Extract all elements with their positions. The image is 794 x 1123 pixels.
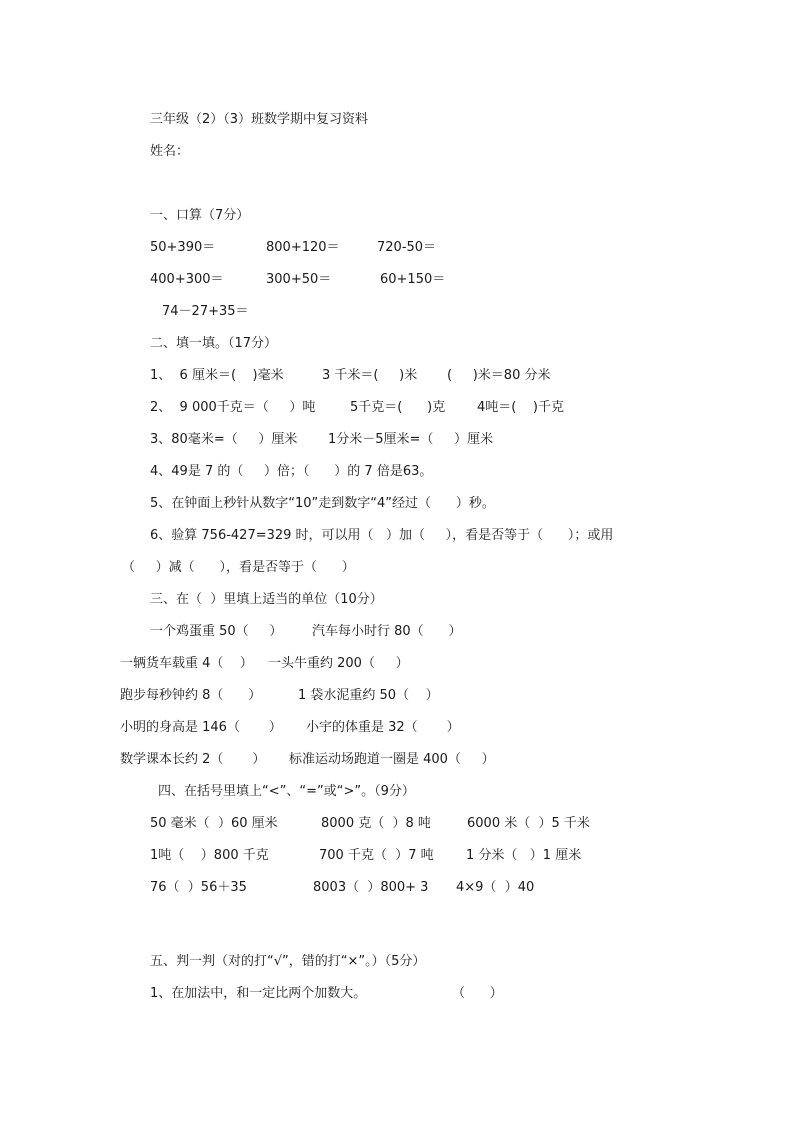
section-3-heading: 三、在（ ）里填上适当的单位（10分）	[150, 592, 383, 607]
fill-item: 3、80毫米=（ ）厘米	[150, 432, 298, 447]
compare-item: 76（ ）56＋35	[150, 880, 247, 895]
fill-item: 1、 6 厘米＝( )毫米	[150, 368, 284, 383]
fill-item: （ ）减（ ），看是否等于（ ）	[122, 560, 355, 575]
fill-item: 4吨＝( )千克	[477, 400, 564, 415]
unit-item: 跑步每秒钟约 8（ ）	[120, 688, 262, 703]
oral-calc-item: 720-50＝	[377, 240, 437, 255]
fill-item: 4、49是 7 的（ ）倍；（ ）的 7 倍是63。	[150, 464, 433, 479]
fill-item: 6、验算 756-427=329 时，可以用（ ）加（ ），看是否等于（ ）；或用	[150, 528, 614, 543]
unit-item: 一辆货车载重 4（ ）	[120, 656, 253, 671]
unit-item: 数学课本长约 2（ ）	[120, 752, 266, 767]
unit-item: 标准运动场跑道一圈是 400（ ）	[289, 752, 495, 767]
fill-item: 1分米－5厘米=（ ）厘米	[328, 432, 494, 447]
fill-item: 5千克＝( )克	[350, 400, 446, 415]
compare-item: 1 分米（ ）1 厘米	[466, 848, 582, 863]
fill-item: ( )米＝80 分米	[447, 368, 551, 383]
oral-calc-item: 400+300＝	[150, 272, 224, 287]
page-title: 三年级（2）（3）班数学期中复习资料	[150, 112, 369, 127]
compare-item: 50 毫米（ ）60 厘米	[150, 816, 278, 831]
compare-item: 6000 米（ ）5 千米	[467, 816, 590, 831]
oral-calc-item: 50+390＝	[150, 240, 216, 255]
oral-calc-item: 300+50＝	[266, 272, 332, 287]
unit-item: 小明的身高是 146（ ）	[120, 720, 282, 735]
answer-blank: （ ）	[452, 986, 503, 1001]
section-4-heading: 四、在括号里填上“<”、“=”或“>”。（9分）	[158, 784, 415, 799]
unit-item: 1 袋水泥重约 50（ ）	[298, 688, 439, 703]
fill-item: 3 千米＝( )米	[322, 368, 418, 383]
unit-item: 一头牛重约 200（ ）	[268, 656, 409, 671]
compare-item: 700 千克（ ）7 吨	[319, 848, 434, 863]
section-5-heading: 五、判一判（对的打“√”，错的打“×”。）（5分）	[150, 954, 426, 969]
judge-item: 1、在加法中，和一定比两个加数大。	[150, 986, 367, 1001]
fill-item: 5、在钟面上秒针从数字“10”走到数字“4”经过（ ）秒。	[150, 496, 495, 511]
compare-item: 1吨（ ）800 千克	[150, 848, 269, 863]
oral-calc-item: 60+150＝	[380, 272, 446, 287]
name-label: 姓名：	[150, 144, 190, 159]
section-2-heading: 二、填一填。（17分）	[150, 336, 278, 351]
compare-item: 4×9（ ）40	[456, 880, 535, 895]
oral-calc-item: 74－27+35＝	[162, 304, 249, 319]
section-1-heading: 一、口算（7分）	[150, 208, 250, 223]
oral-calc-item: 800+120＝	[266, 240, 340, 255]
compare-item: 8000 克（ ）8 吨	[321, 816, 431, 831]
unit-item: 一个鸡蛋重 50（ ）	[150, 624, 283, 639]
compare-item: 8003（ ）800+ 3	[313, 880, 429, 895]
unit-item: 汽车每小时行 80（ ）	[312, 624, 462, 639]
unit-item: 小宇的体重是 32（ ）	[306, 720, 460, 735]
fill-item: 2、 9 000千克＝（ ）吨	[150, 400, 316, 415]
